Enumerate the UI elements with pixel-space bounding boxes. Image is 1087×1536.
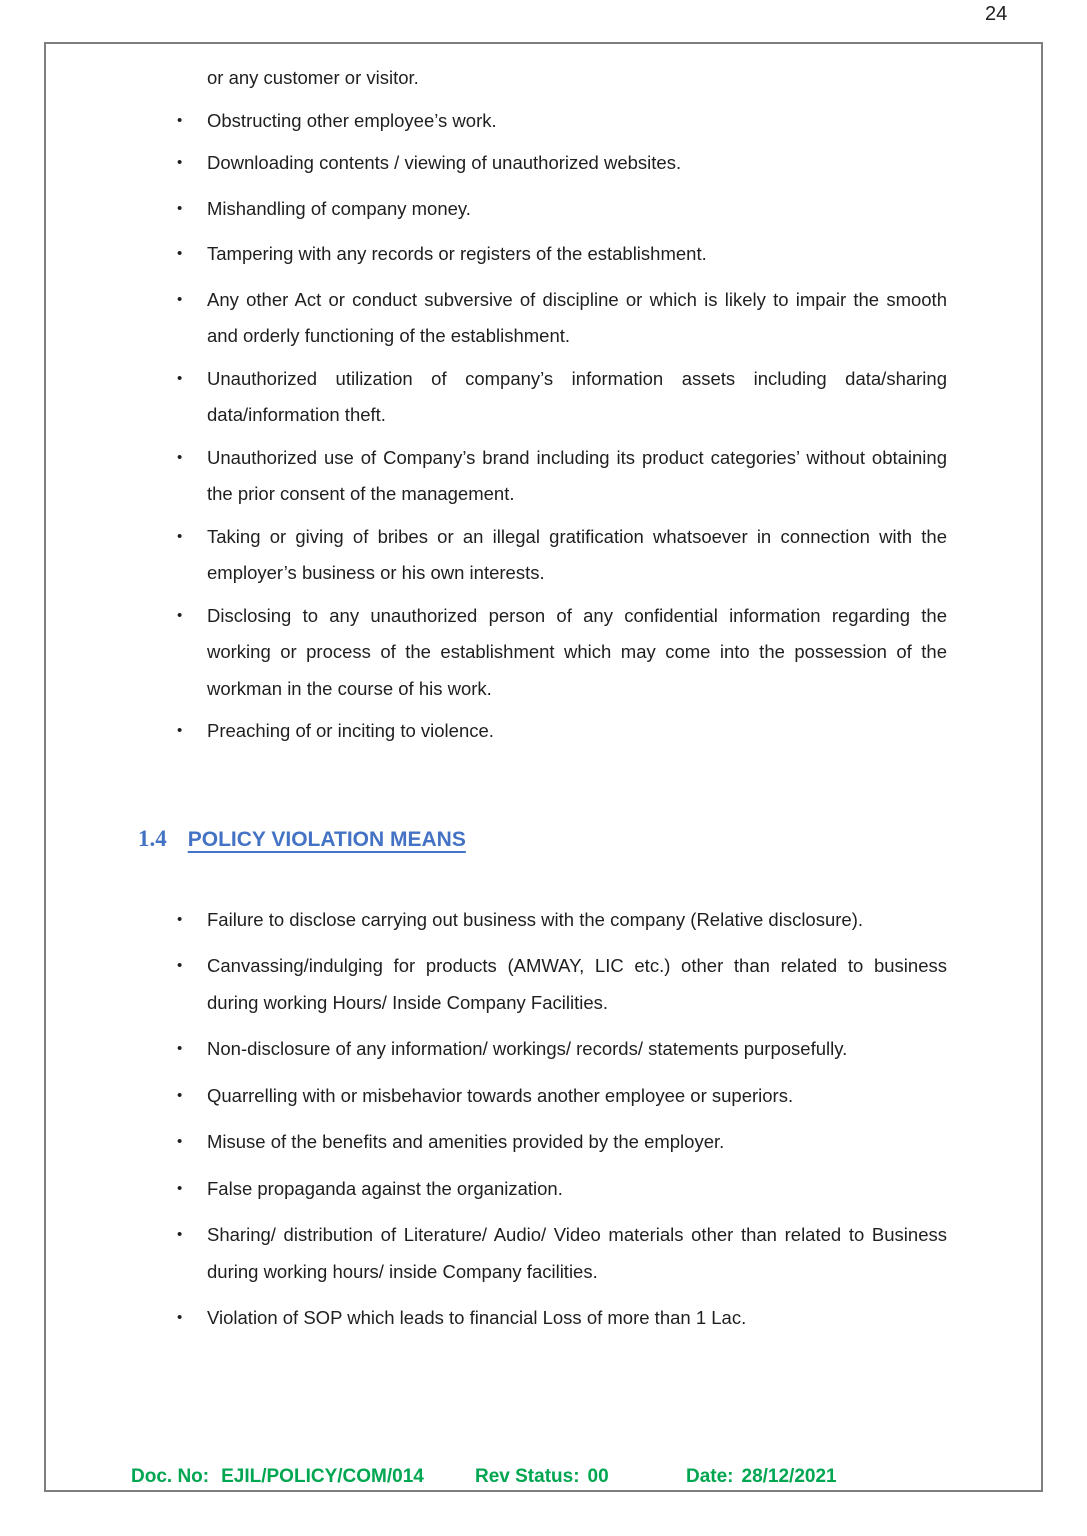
bullet-icon: • [177,1040,183,1057]
list-item [46,191,947,228]
footer-doc-no [131,1466,424,1488]
list-item [46,236,947,273]
list-item [46,948,947,1021]
page-number: 24 [985,3,1008,25]
bullet-icon: • [177,154,183,171]
footer-doc-no-label: Doc. No: [131,1466,210,1487]
footer-rev-status-value: 00 [587,1466,609,1487]
bullet-icon: • [177,1086,183,1104]
bullet-icon: • [177,111,183,129]
list-item [46,145,947,182]
list-item-text: Unauthorized use of Company’s brand including its product categories’ without obtaining the prior consent of the management. [207,446,947,504]
list-item-text: Downloading contents / viewing of unauthorized websites. [207,152,682,173]
list-item-text: Mishandling of company money. [207,197,471,219]
list-item [46,1124,947,1161]
bullet-icon: • [177,722,183,739]
bullet-icon: • [177,1226,183,1243]
list-item [46,598,947,708]
list-item-text: Misuse of the benefits and amenities provided by the employer. [207,1131,725,1152]
list-item-text: Preaching of or inciting to violence. [207,720,494,741]
list-item [46,282,947,355]
bullet-icon: • [177,1133,183,1150]
list-item-text: Failure to disclose carrying out business with the company (Relative disclosure). [207,908,864,930]
section-title: POLICY VIOLATION MEANS [187,827,466,851]
list-item-text: Quarrelling with or misbehavior towards another employee or superiors. [207,1084,794,1106]
document-content [46,44,1041,1337]
list-item-text: Sharing/ distribution of Literature/ Audio/ Video materials other than related to Business during working hours/ inside Company facilities. [207,1224,947,1282]
list-item-text: Tampering with any records or registers of the establishment. [207,243,707,264]
list-item-text: Violation of SOP which leads to financial Loss of more than 1 Lac. [207,1307,747,1328]
list-item-text: False propaganda against the organization. [207,1177,563,1199]
list-item [46,1078,947,1115]
footer-date-value: 28/12/2021 [741,1466,837,1487]
footer-rev-status [475,1466,609,1488]
list-item [46,361,947,434]
list-item-text: Canvassing/indulging for products (AMWAY, LIC etc.) other than related to business during working Hours/ Inside Company Facilities. [207,955,947,1013]
list-item [46,902,947,939]
list-item [46,103,947,140]
bullet-icon: • [177,290,183,308]
list-item [46,713,947,750]
footer-date [686,1466,837,1488]
footer-doc-no-value: EJIL/POLICY/COM/014 [221,1466,424,1487]
list-item [46,1300,947,1337]
bullet-icon: • [177,369,183,387]
list-item [46,1217,947,1290]
footer-date-label: Date: [686,1466,734,1487]
list-item-text: Any other Act or conduct subversive of discipline or which is likely to impair the smooth and orderly functioning of the establishment. [207,288,947,346]
document-frame [44,42,1043,1492]
bullet-icon: • [177,1309,183,1326]
footer-rev-status-label: Rev Status: [475,1466,580,1487]
list-item-text: Obstructing other employee’s work. [207,109,497,131]
bullet-icon: • [177,245,183,262]
bullet-icon: • [177,1179,183,1197]
section-number: 1.4 [138,825,167,851]
list-item [46,1171,947,1208]
list-item [46,440,947,513]
bullet-icon: • [177,199,183,217]
list-item-text: Disclosing to any unauthorized person of any confidential information regarding the working or process of the establishment which may come into the possession of the workman in the course of his work. [207,604,947,699]
paragraph-continuation: or any customer or visitor. [207,67,419,88]
bullet-icon: • [177,606,183,624]
bullet-icon: • [177,448,183,466]
misconduct-list [46,103,947,750]
list-item-text: Taking or giving of bribes or an illegal gratification whatsoever in connection with the employer’s business or his own interests. [207,525,947,583]
bullet-icon: • [177,910,183,928]
bullet-icon: • [177,527,183,545]
violation-list [46,902,947,1337]
list-item-text: Non-disclosure of any information/ workings/ records/ statements purposefully. [207,1038,848,1059]
list-item-text: Unauthorized utilization of company’s information assets including data/sharing data/information theft. [207,367,947,425]
section-heading [138,826,947,852]
list-item [46,1031,947,1068]
document-footer [46,1466,1041,1492]
bullet-icon: • [177,957,183,974]
list-item [46,519,947,592]
